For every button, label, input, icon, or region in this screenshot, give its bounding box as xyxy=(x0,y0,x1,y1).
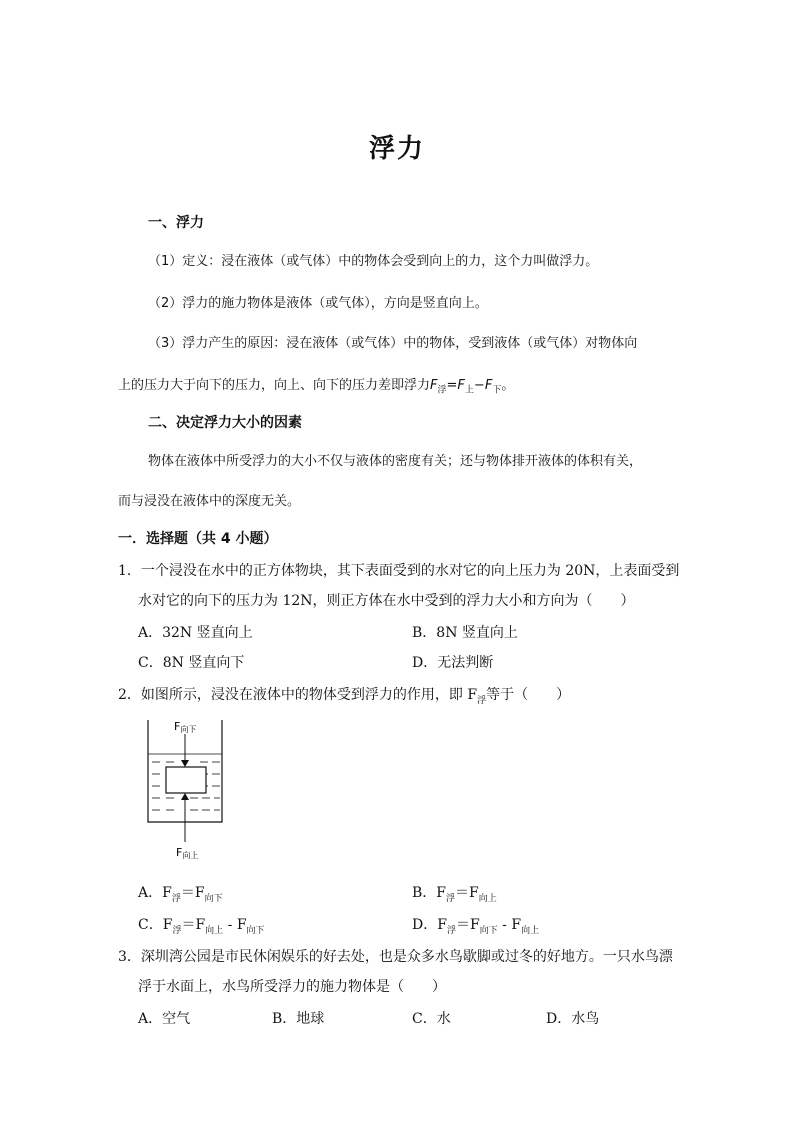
question-2-option-d[interactable]: D．$F_浮=F_{向下} - F_{向上}$ xyxy=(412,917,540,936)
question-3-option-b[interactable]: B．地球 xyxy=(272,1011,325,1027)
question-2-option-b[interactable]: B．$F_浮=F_{向上}$ xyxy=(412,885,497,904)
formula-sub: 浮 xyxy=(437,385,447,396)
formula-sub: 下 xyxy=(492,385,502,396)
page-title: 浮力 xyxy=(368,134,425,164)
question-3-option-c[interactable]: C．水 xyxy=(412,1011,451,1027)
question-2-option-a[interactable]: A．$F_浮=F_{向下}$ xyxy=(138,885,223,904)
direction-text: （2）浮力的施力物体是液体（或气体），方向是竖直向上。 xyxy=(148,296,488,311)
formula-minus: − xyxy=(473,378,485,393)
formula-eq: = xyxy=(446,378,458,393)
label-f-down: F向下 xyxy=(174,720,197,734)
buoyancy-figure xyxy=(140,714,240,864)
cause-text-prefix: 上的压力大于向下的压力，向上、向下的压力差即浮力 xyxy=(118,378,431,393)
question-1-option-a[interactable]: A．32N 竖直向上 xyxy=(138,625,253,641)
downward-arrowhead xyxy=(181,760,189,767)
question-1-line2: 水对它的向下的压力为 12N，则正方体在水中受到的浮力大小和方向为（ ） xyxy=(138,593,635,609)
question-2-option-c[interactable]: C．$F_浮=F_{向上} - F_{向下}$ xyxy=(138,917,265,936)
question-1-option-d[interactable]: D．无法判断 xyxy=(412,655,494,671)
formula-f: F xyxy=(457,378,465,393)
question-3-line2: 浮于水面上，水鸟所受浮力的施力物体是（ ） xyxy=(138,979,446,995)
question-2-stem-sub: 浮 xyxy=(477,695,487,706)
question-1-option-b[interactable]: B．8N 竖直向上 xyxy=(412,625,518,641)
formula-f: F xyxy=(484,378,493,393)
section-heading-factors: 二、决定浮力大小的因素 xyxy=(148,415,302,431)
question-2-stem-suffix: 等于（ ） xyxy=(486,687,571,703)
exercise-heading: 一．选择题（共 4 小题） xyxy=(118,531,278,547)
formula-sub: 上 xyxy=(464,385,474,396)
upward-arrowhead xyxy=(181,793,189,800)
cause-text-line1: （3）浮力产生的原因：浸在液体（或气体）中的物体，受到液体（或气体）对物体向 xyxy=(148,336,638,351)
definition-text: （1）定义：浸在液体（或气体）中的物体会受到向上的力，这个力叫做浮力。 xyxy=(148,254,599,269)
question-1-option-c[interactable]: C．8N 竖直向下 xyxy=(138,655,245,671)
question-3-line1: 3．深圳湾公园是市民休闲娱乐的好去处，也是众多水鸟歇脚或过冬的好地方。一只水鸟漂 xyxy=(118,949,673,965)
factors-text-line2: 而与浸没在液体中的深度无关。 xyxy=(118,494,301,509)
formula-end: 。 xyxy=(501,378,515,393)
question-1-line1: 1．一个浸没在水中的正方体物块，其下表面受到的水对它的向上压力为 20N，上表面受到 xyxy=(118,563,680,579)
question-2-stem-prefix: 2．如图所示，浸没在液体中的物体受到浮力的作用，即 F xyxy=(118,687,478,703)
question-3-option-d[interactable]: D．水鸟 xyxy=(546,1011,600,1027)
section-heading-buoyancy: 一、浮力 xyxy=(148,215,204,231)
immersed-block xyxy=(166,767,206,793)
formula-f: F xyxy=(430,378,438,393)
factors-text-line1: 物体在液体中所受浮力的大小不仅与液体的密度有关；还与物体排开液体的体积有关， xyxy=(148,454,643,469)
question-3-option-a[interactable]: A．空气 xyxy=(138,1011,191,1027)
cause-text-line2 xyxy=(118,374,514,396)
question-2-stem xyxy=(118,684,570,706)
label-f-up: F向上 xyxy=(176,846,199,860)
